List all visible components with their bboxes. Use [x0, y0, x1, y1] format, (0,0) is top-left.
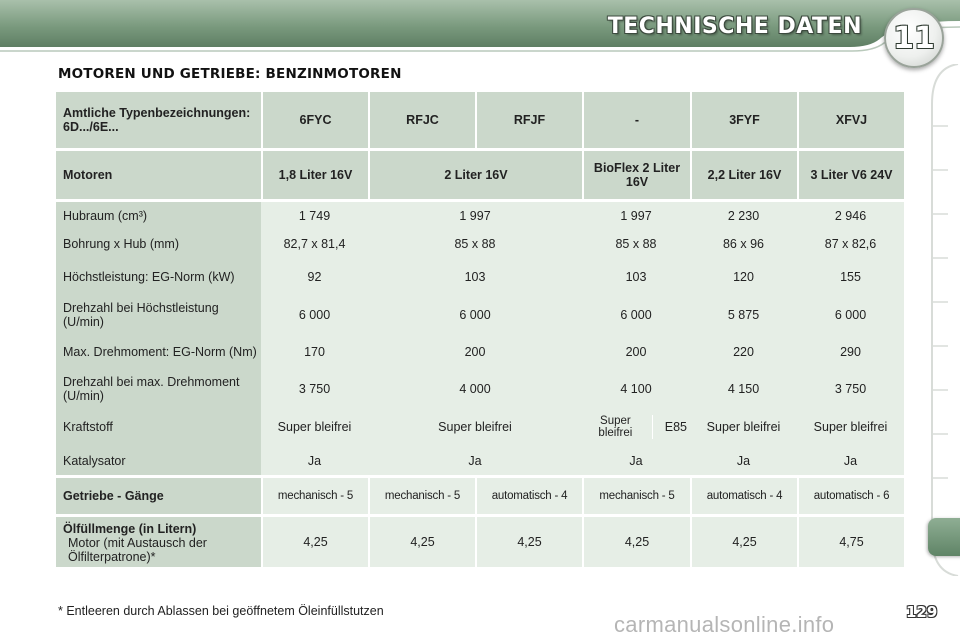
spec-value: 85 x 88 [368, 230, 582, 258]
fuel-split-cell [582, 407, 690, 447]
spec-table [56, 92, 904, 567]
oil-value: 4,25 [475, 517, 582, 567]
gearbox-value: automatisch - 4 [690, 478, 797, 514]
spec-value: 87 x 82,6 [797, 230, 904, 258]
spec-value: Super bleifrei [368, 407, 582, 447]
oil-sublabel: Motor (mit Austausch der Ölfilterpatrone)* [68, 536, 207, 564]
oil-value: 4,25 [368, 517, 475, 567]
spec-label: Katalysator [56, 447, 261, 475]
spec-value: 1 997 [368, 202, 582, 230]
spec-value: 4 100 [582, 370, 690, 407]
table-row [56, 296, 904, 333]
type-codes-row [56, 92, 904, 148]
spec-value: 6 000 [797, 296, 904, 333]
spec-value: 92 [261, 258, 368, 296]
type-code: RFJC [368, 92, 475, 148]
engine-name: 2,2 Liter 16V [690, 151, 797, 199]
oil-label-cell [56, 517, 261, 567]
engines-label: Motoren [56, 151, 261, 199]
spec-value: 85 x 88 [582, 230, 690, 258]
page-title: TECHNISCHE DATEN [607, 14, 862, 39]
fuel-value-b: E85 [664, 420, 687, 434]
chapter-tab-active[interactable] [928, 518, 960, 556]
table-row [56, 258, 904, 296]
engines-row [56, 151, 904, 199]
gearbox-value: automatisch - 6 [797, 478, 904, 514]
spec-value: 2 230 [690, 202, 797, 230]
oil-value: 4,25 [261, 517, 368, 567]
gearbox-value: mechanisch - 5 [261, 478, 368, 514]
fuel-value-a: Super bleifrei [585, 415, 653, 439]
spec-value: 2 946 [797, 202, 904, 230]
oil-value: 4,25 [690, 517, 797, 567]
oil-row [56, 517, 904, 567]
spec-value: Ja [368, 447, 582, 475]
footnote: * Entleeren durch Ablassen bei geöffnetem Öleinfüllstutzen [58, 604, 384, 618]
type-code: RFJF [475, 92, 582, 148]
oil-label: Ölfüllmenge (in Litern) [63, 522, 197, 536]
spec-value: Super bleifrei [797, 407, 904, 447]
chapter-badge [884, 8, 944, 68]
spec-value: 120 [690, 258, 797, 296]
spec-value: 155 [797, 258, 904, 296]
spec-label: Drehzahl bei max. Drehmoment (U/min) [56, 370, 261, 407]
type-code: 6FYC [261, 92, 368, 148]
oil-value: 4,25 [582, 517, 690, 567]
spec-value: 6 000 [261, 296, 368, 333]
spec-label: Drehzahl bei Höchstleistung (U/min) [56, 296, 261, 333]
gearbox-value: mechanisch - 5 [582, 478, 690, 514]
gearbox-value: automatisch - 4 [475, 478, 582, 514]
spec-label: Max. Drehmoment: EG-Norm (Nm) [56, 333, 261, 370]
spec-value: 170 [261, 333, 368, 370]
spec-value: Ja [797, 447, 904, 475]
engine-name: 3 Liter V6 24V [797, 151, 904, 199]
engine-name: 2 Liter 16V [368, 151, 582, 199]
spec-value: 103 [368, 258, 582, 296]
spec-value: 220 [690, 333, 797, 370]
spec-value: Ja [690, 447, 797, 475]
oil-value: 4,75 [797, 517, 904, 567]
table-row [56, 447, 904, 475]
spec-value: 1 997 [582, 202, 690, 230]
spec-value: 6 000 [368, 296, 582, 333]
spec-value: 290 [797, 333, 904, 370]
spec-value: 1 749 [261, 202, 368, 230]
spec-value: 200 [582, 333, 690, 370]
spec-value: 5 875 [690, 296, 797, 333]
chapter-tab-strip [928, 64, 960, 576]
page-number: 129 [906, 603, 938, 621]
spec-value: 4 150 [690, 370, 797, 407]
type-codes-label: Amtliche Typenbezeichnungen: 6D.../6E... [56, 92, 261, 148]
table-row [56, 333, 904, 370]
table-row [56, 230, 904, 258]
watermark: carmanualsonline.info [614, 612, 835, 637]
engine-name: 1,8 Liter 16V [261, 151, 368, 199]
spec-label: Bohrung x Hub (mm) [56, 230, 261, 258]
spec-label: Höchstleistung: EG-Norm (kW) [56, 258, 261, 296]
gearbox-label: Getriebe - Gänge [56, 478, 261, 514]
type-code: - [582, 92, 690, 148]
spec-label: Hubraum (cm³) [56, 202, 261, 230]
fuel-row [56, 407, 904, 447]
type-code: 3FYF [690, 92, 797, 148]
spec-value: 82,7 x 81,4 [261, 230, 368, 258]
spec-value: 3 750 [797, 370, 904, 407]
table-row [56, 370, 904, 407]
spec-value: 86 x 96 [690, 230, 797, 258]
spec-label: Kraftstoff [56, 407, 261, 447]
spec-value: Super bleifrei [261, 407, 368, 447]
engine-name: BioFlex 2 Liter 16V [582, 151, 690, 199]
spec-value: 200 [368, 333, 582, 370]
table-row [56, 202, 904, 230]
gearbox-value: mechanisch - 5 [368, 478, 475, 514]
spec-value: 3 750 [261, 370, 368, 407]
spec-value: Ja [582, 447, 690, 475]
gearbox-row [56, 478, 904, 514]
spec-value: 103 [582, 258, 690, 296]
spec-value: Ja [261, 447, 368, 475]
chapter-number: 11 [893, 20, 935, 56]
type-code: XFVJ [797, 92, 904, 148]
spec-value: Super bleifrei [690, 407, 797, 447]
spec-value: 4 000 [368, 370, 582, 407]
spec-value: 6 000 [582, 296, 690, 333]
section-title: MOTOREN UND GETRIEBE: BENZINMOTOREN [58, 66, 402, 82]
